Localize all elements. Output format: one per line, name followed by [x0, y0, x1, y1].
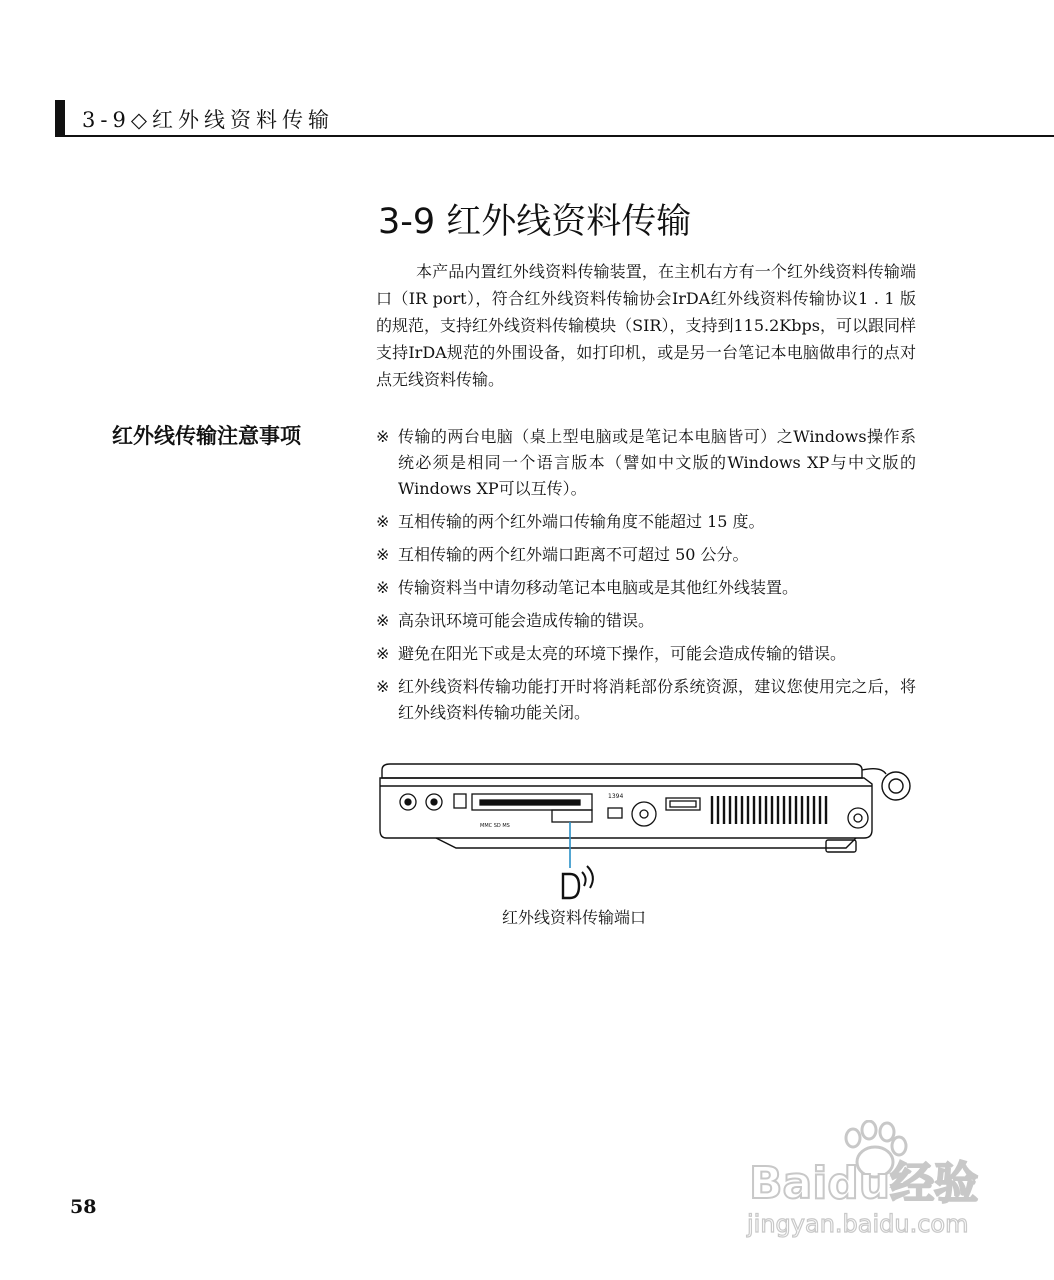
list-item	[376, 608, 916, 634]
note-mark: ※	[376, 545, 390, 564]
port-label-1394: 1394	[608, 793, 624, 800]
page-title: 3-9 红外线资料传输	[378, 202, 692, 242]
notes-list	[376, 424, 916, 733]
list-item	[376, 674, 916, 726]
list-item	[376, 575, 916, 601]
vent-grille	[712, 796, 826, 824]
figure-caption: 红外线资料传输端口	[502, 908, 647, 927]
av-ports	[608, 793, 656, 826]
watermark-logo	[745, 1120, 995, 1240]
note-text: 互相传输的两个红外端口距离不可超过 50 公分。	[398, 545, 749, 564]
note-text: 红外线资料传输功能打开时将消耗部份系统资源，建议您使用完之后，将红外线资料传输功能关闭。	[398, 677, 916, 722]
running-header: 3-9◇红外线资料传输	[82, 108, 334, 132]
page-number: 58	[70, 1196, 97, 1218]
list-item	[376, 542, 916, 568]
list-item	[376, 424, 916, 502]
side-heading: 红外线传输注意事项	[112, 424, 301, 448]
coax-port	[848, 808, 868, 828]
note-text: 避免在阳光下或是太亮的环境下操作，可能会造成传输的错误。	[398, 644, 847, 663]
card-slots	[472, 794, 592, 829]
watermark-url: jingyan.baidu.com	[747, 1210, 969, 1238]
note-text: 互相传输的两个红外端口传输角度不能超过 15 度。	[398, 512, 765, 531]
note-mark: ※	[376, 644, 390, 663]
note-mark: ※	[376, 677, 390, 696]
note-text: 传输的两台电脑（桌上型电脑或是笔记本电脑皆可）之Windows操作系统必须是相同一个语言版本（譬如中文版的Windows XP与中文版的Windows XP可以互传）。	[398, 427, 916, 498]
list-item	[376, 641, 916, 667]
note-text: 高杂讯环境可能会造成传输的错误。	[398, 611, 655, 630]
ir-port-pointer	[563, 822, 593, 898]
laptop-side-diagram	[376, 760, 921, 920]
header-rule	[55, 135, 1054, 137]
audio-jacks	[400, 794, 466, 810]
usb-port	[666, 798, 700, 810]
intro-paragraph: 本产品内置红外线资料传输装置，在主机右方有一个红外线资料传输端口（IR port），符合红外线资料传输协会IrDA红外线资料传输协议1 . 1 版的规范，支持红外线资料传输模块（SIR），支持到115.2Kbps，可以跟同样支持IrDA规范的外围设备，如打印机，或是另一台笔记本电脑做串行的点对点无线资料传输。	[376, 262, 916, 389]
watermark-brand: Baidu经验	[749, 1158, 979, 1209]
note-mark: ※	[376, 611, 390, 630]
note-mark: ※	[376, 578, 390, 597]
note-mark: ※	[376, 512, 390, 531]
note-mark: ※	[376, 427, 390, 446]
header-bar	[55, 100, 65, 136]
card-label: MMC SD MS	[480, 823, 510, 829]
note-text: 传输资料当中请勿移动笔记本电脑或是其他红外线装置。	[398, 578, 799, 597]
hinge-icon	[862, 769, 910, 800]
list-item	[376, 509, 916, 535]
